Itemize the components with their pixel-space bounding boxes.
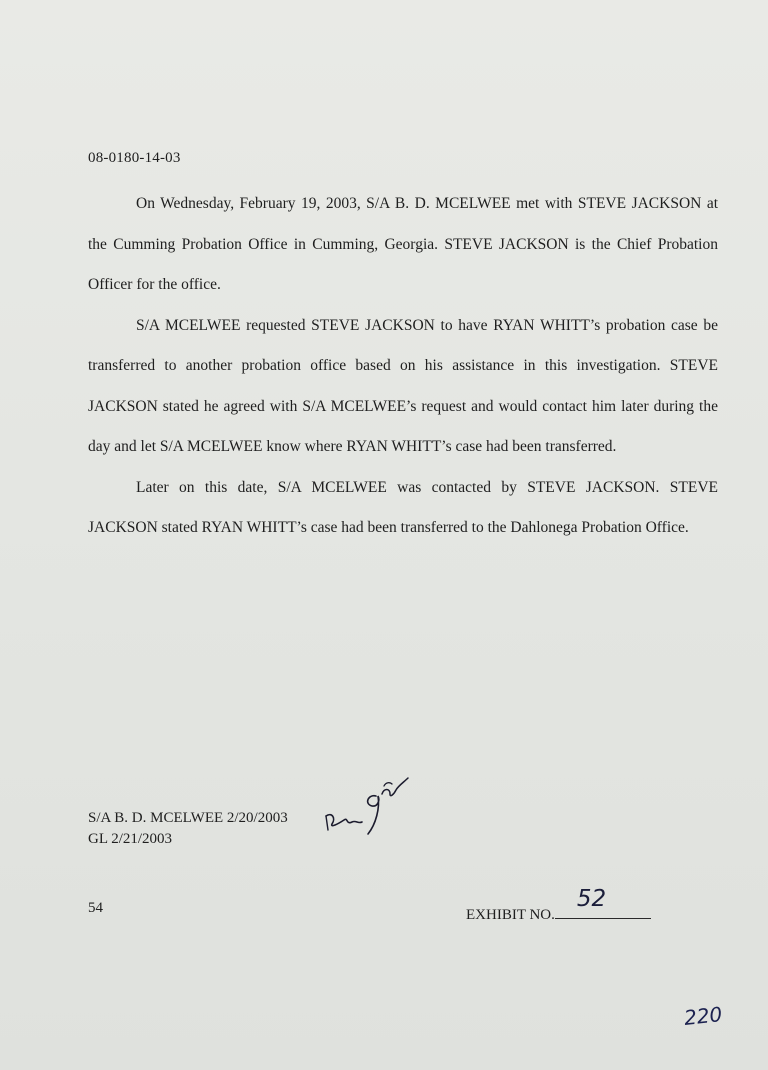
handwritten-page-number: 220 xyxy=(682,1002,724,1030)
exhibit-number xyxy=(466,886,651,924)
paragraph-1: On Wednesday, February 19, 2003, S/A B. D. MCELWEE met with STEVE JACKSON at the Cumming Probation Office in Cumming, Georgia. STEVE JACKSON is the Chief Probation Officer for the office. xyxy=(88,195,718,293)
report-body xyxy=(88,184,718,549)
exhibit-label: EXHIBIT NO. xyxy=(466,907,555,923)
paragraph-2: S/A MCELWEE requested STEVE JACKSON to have RYAN WHITT’s probation case be transferred to another probation office based on his assistance in this investigation. STEVE JACKSON stated he agreed with S/A MCELWEE’s request and would contact him later during the day and let S/A MCELWEE know where RYAN WHITT’s case had been transferred. xyxy=(88,316,718,455)
exhibit-handwritten-value: 52 xyxy=(576,886,607,912)
signature-block xyxy=(88,808,288,850)
handwritten-initials-icon xyxy=(322,772,418,844)
exhibit-blank-line xyxy=(555,886,651,919)
agent-signature-line: S/A B. D. MCELWEE 2/20/2003 xyxy=(88,810,288,826)
case-number: 08-0180-14-03 xyxy=(88,150,181,166)
paragraph-3: Later on this date, S/A MCELWEE was contacted by STEVE JACKSON. STEVE JACKSON stated RYAN WHITT’s case had been transferred to the Dahlonega Probation Office. xyxy=(88,478,718,536)
page-number: 54 xyxy=(88,900,103,916)
reviewer-signature-line: GL 2/21/2003 xyxy=(88,831,173,847)
